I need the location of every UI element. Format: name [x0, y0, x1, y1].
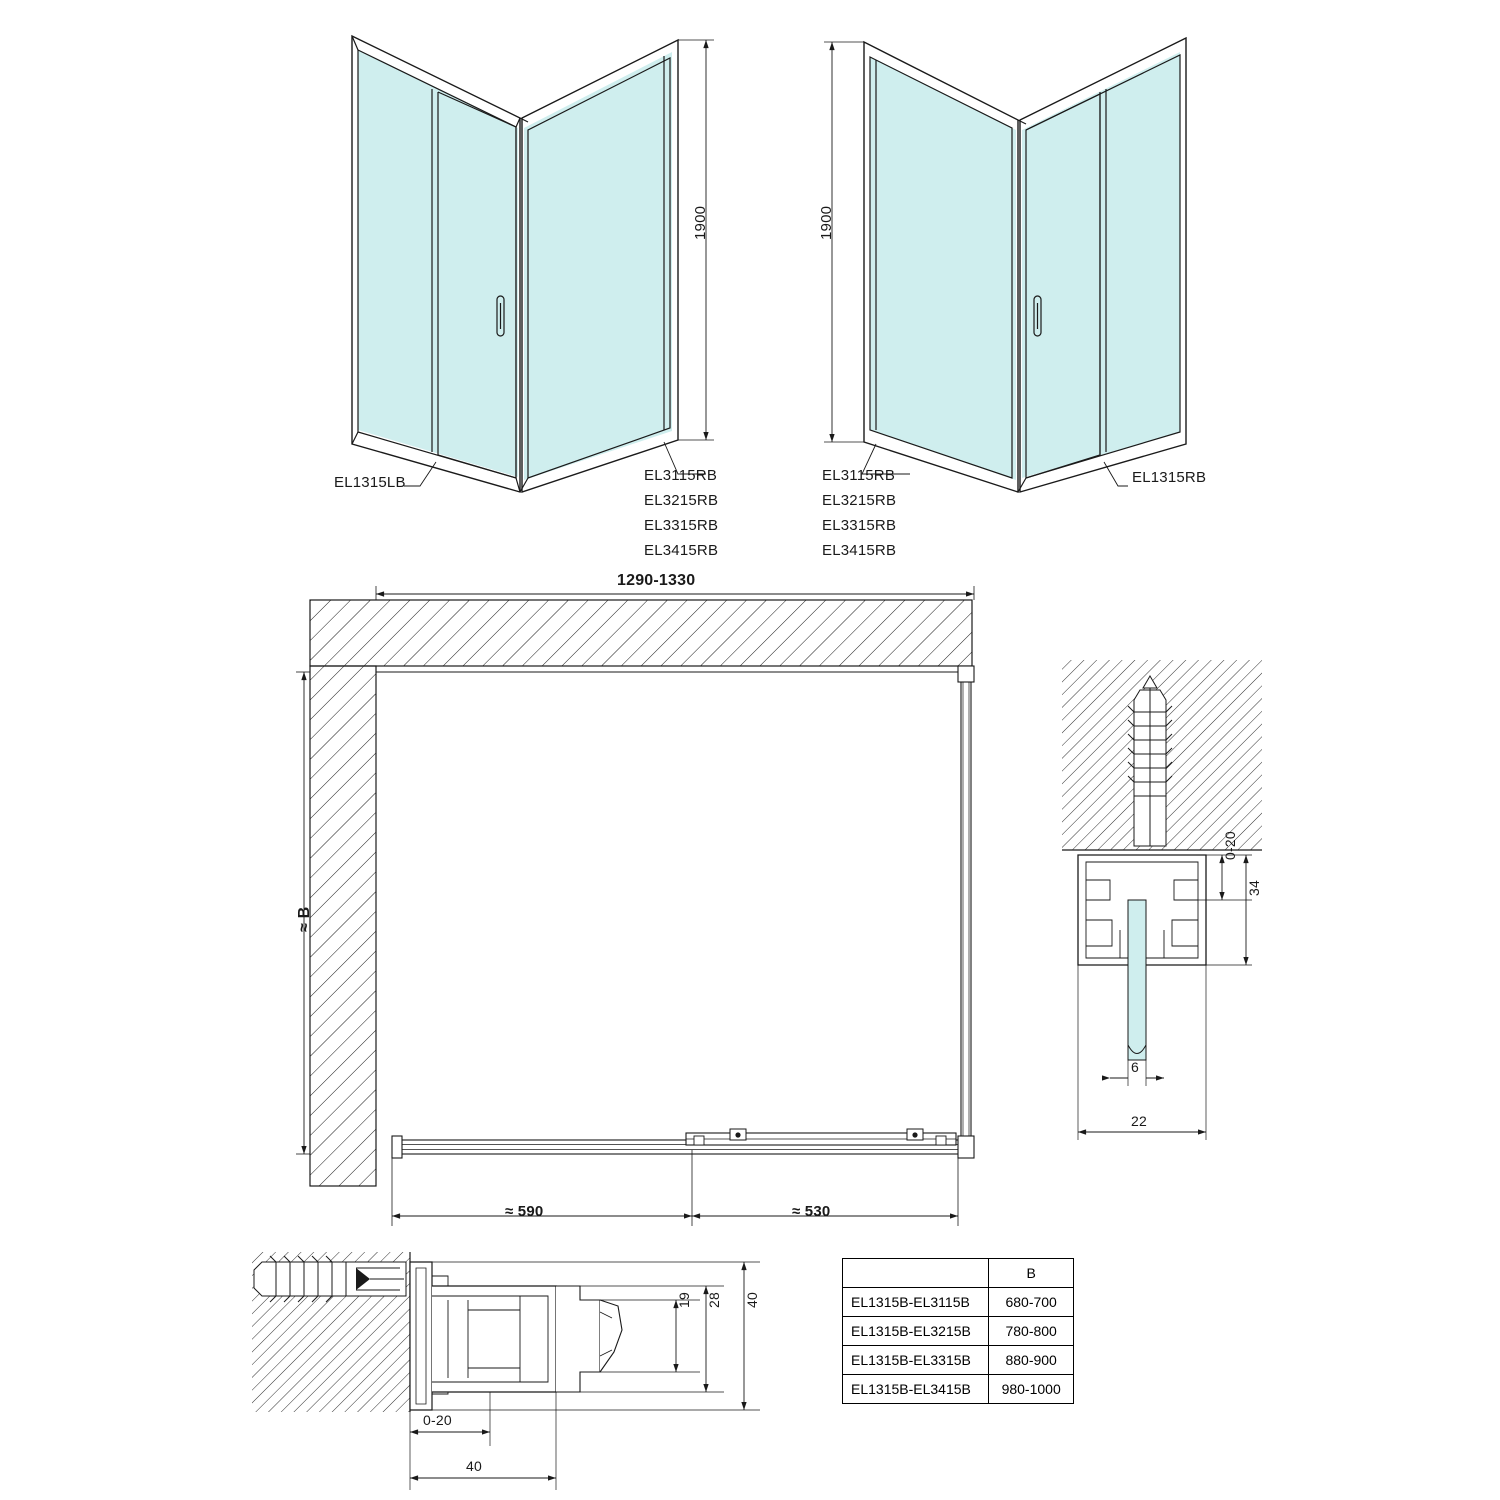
iso-view-left	[352, 36, 714, 492]
dim-plan-right-span: ≈ 530	[792, 1203, 831, 1220]
table-header-row	[843, 1259, 1074, 1288]
table-cell-b: 980-1000	[989, 1375, 1074, 1404]
table-cell-b: 780-800	[989, 1317, 1074, 1346]
dim-plan-width: 1290-1330	[617, 572, 696, 589]
part-label-el3115rb-left: EL3115RB	[644, 467, 718, 484]
dim-wall-adjust: 0-20	[423, 1412, 452, 1428]
dim-glass-thickness: 6	[1131, 1059, 1139, 1075]
dim-wall-base: 40	[466, 1458, 482, 1474]
table-header-b: B	[989, 1259, 1074, 1288]
dim-wall-outer: 40	[744, 1292, 760, 1308]
table-cell-code: EL1315B-EL3415B	[843, 1375, 989, 1404]
part-label-el3215rb-left: EL3215RB	[644, 492, 719, 509]
dim-wall-inner: 19	[676, 1292, 692, 1308]
table-cell-code: EL1315B-EL3115B	[843, 1288, 989, 1317]
part-label-el1315rb: EL1315RB	[1132, 469, 1207, 486]
table-cell-code: EL1315B-EL3215B	[843, 1317, 989, 1346]
dim-profile-gap: 0-20	[1222, 831, 1238, 860]
part-label-el3415rb-right: EL3415RB	[822, 542, 897, 559]
part-label-el3115rb-right: EL3115RB	[822, 467, 896, 484]
table-cell-b: 880-900	[989, 1346, 1074, 1375]
iso-view-right	[824, 38, 1186, 492]
table-row	[843, 1317, 1074, 1346]
plan-view	[296, 586, 974, 1226]
profile-section-view	[1062, 660, 1262, 1140]
dimension-table	[842, 1258, 1074, 1404]
part-label-el3215rb-right: EL3215RB	[822, 492, 897, 509]
table-cell-code: EL1315B-EL3315B	[843, 1346, 989, 1375]
dim-profile-width: 22	[1131, 1113, 1147, 1129]
table-row	[843, 1346, 1074, 1375]
table-cell-b: 680-700	[989, 1288, 1074, 1317]
dim-height-left-iso: 1900	[692, 205, 709, 240]
wall-profile-section-view	[252, 1252, 760, 1490]
part-label-el3315rb-right: EL3315RB	[822, 517, 897, 534]
dim-profile-height: 34	[1246, 880, 1262, 896]
part-label-el3415rb-left: EL3415RB	[644, 542, 719, 559]
table-row	[843, 1288, 1074, 1317]
dim-height-right-iso: 1900	[818, 205, 835, 240]
dim-plan-depth: ≈ B	[296, 906, 313, 932]
dim-plan-left-span: ≈ 590	[505, 1203, 544, 1220]
dim-wall-mid: 28	[706, 1292, 722, 1308]
table-header-code	[843, 1259, 989, 1288]
part-label-el3315rb-left: EL3315RB	[644, 517, 719, 534]
table-row	[843, 1375, 1074, 1404]
part-label-el1315lb: EL1315LB	[334, 474, 406, 491]
